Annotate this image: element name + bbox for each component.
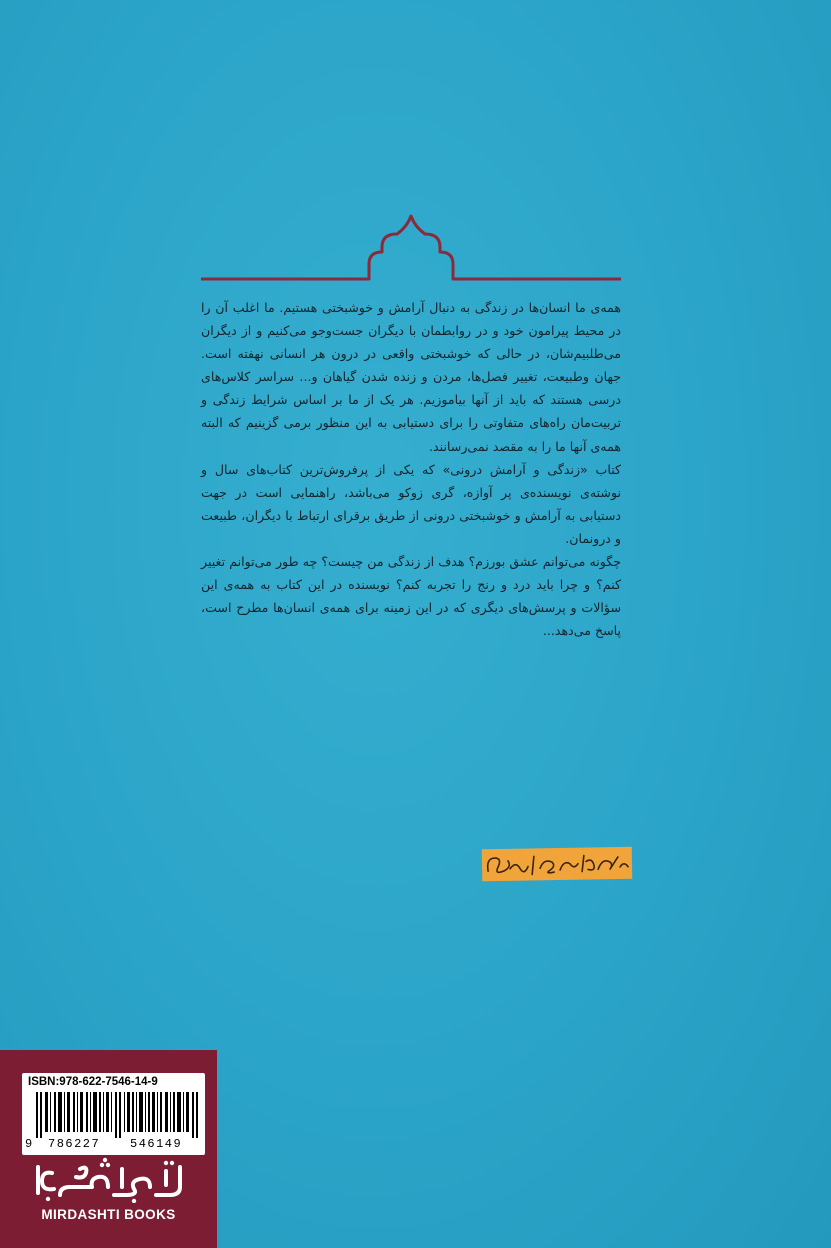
blurb-paragraph-3: چگونه می‌توانم عشق بورزم؟ هدف از زندگی من چیست؟ چه طور می‌توانم تغییر کنم؟ و چرا باید درد و رنج را تجربه کنم؟ نویسنده در این کتاب به همه‌ی این سؤالات و پرسش‌های دیگری که در این زمینه برای همه‌ی انسان‌ها مطرح است، پاسخ می‌دهد... <box>201 554 621 639</box>
barcode-digit-first: 9 <box>25 1137 33 1151</box>
blurb-paragraph-1: همه‌ی ما انسان‌ها در زندگی به دنبال آرامش و خوشبختی هستیم. ما اغلب آن را در محیط پیرامون خود و در روابطمان با دیگران جست‌وجو می‌کنیم و از دیگران می‌طلبیم‌شان، در حالی که خوشبختی واقعی در درون هر انسانی نهفته است. جهان وطبیعت، تغییر فصل‌ها، مردن و زنده شدن گیاهان و... سراسر کلاس‌های درسی هستند که باید از آنها بیاموزیم. هر یک از ما بر اساس شرایط زندگی و تربیت‌مان راه‌های متفاوتی را برای دستیابی به این منظور برمی گزینیم که البته همه‌ی آنها ما را به مقصد نمی‌رسانند. <box>201 300 621 454</box>
isbn-barcode-box <box>22 1073 205 1155</box>
back-cover-blurb <box>201 296 621 642</box>
barcode-digits-right: 546149 <box>130 1137 183 1151</box>
publisher-logo <box>30 1157 190 1203</box>
blurb-paragraph-2: کتاب «زندگی و آرامش درونی» که یکی از پرفروش‌ترین کتاب‌های سال و نوشته‌ی نویسنده‌ی پر آوازه، گری زوکو می‌باشد، راهنمایی است در جهت دستیابی به آرامش و خوشبختی درونی از طریق برقرای ارتباط با دیگران، طبیعت و درونمان. <box>201 461 621 546</box>
translator-signature <box>482 847 633 882</box>
isbn-label: ISBN:978-622-7546-14-9 <box>28 1076 158 1088</box>
barcode <box>36 1092 200 1138</box>
barcode-digits-left: 786227 <box>48 1137 101 1151</box>
publisher-name: MIRDASHTI BOOKS <box>41 1207 176 1222</box>
dome-ornament <box>201 208 621 288</box>
